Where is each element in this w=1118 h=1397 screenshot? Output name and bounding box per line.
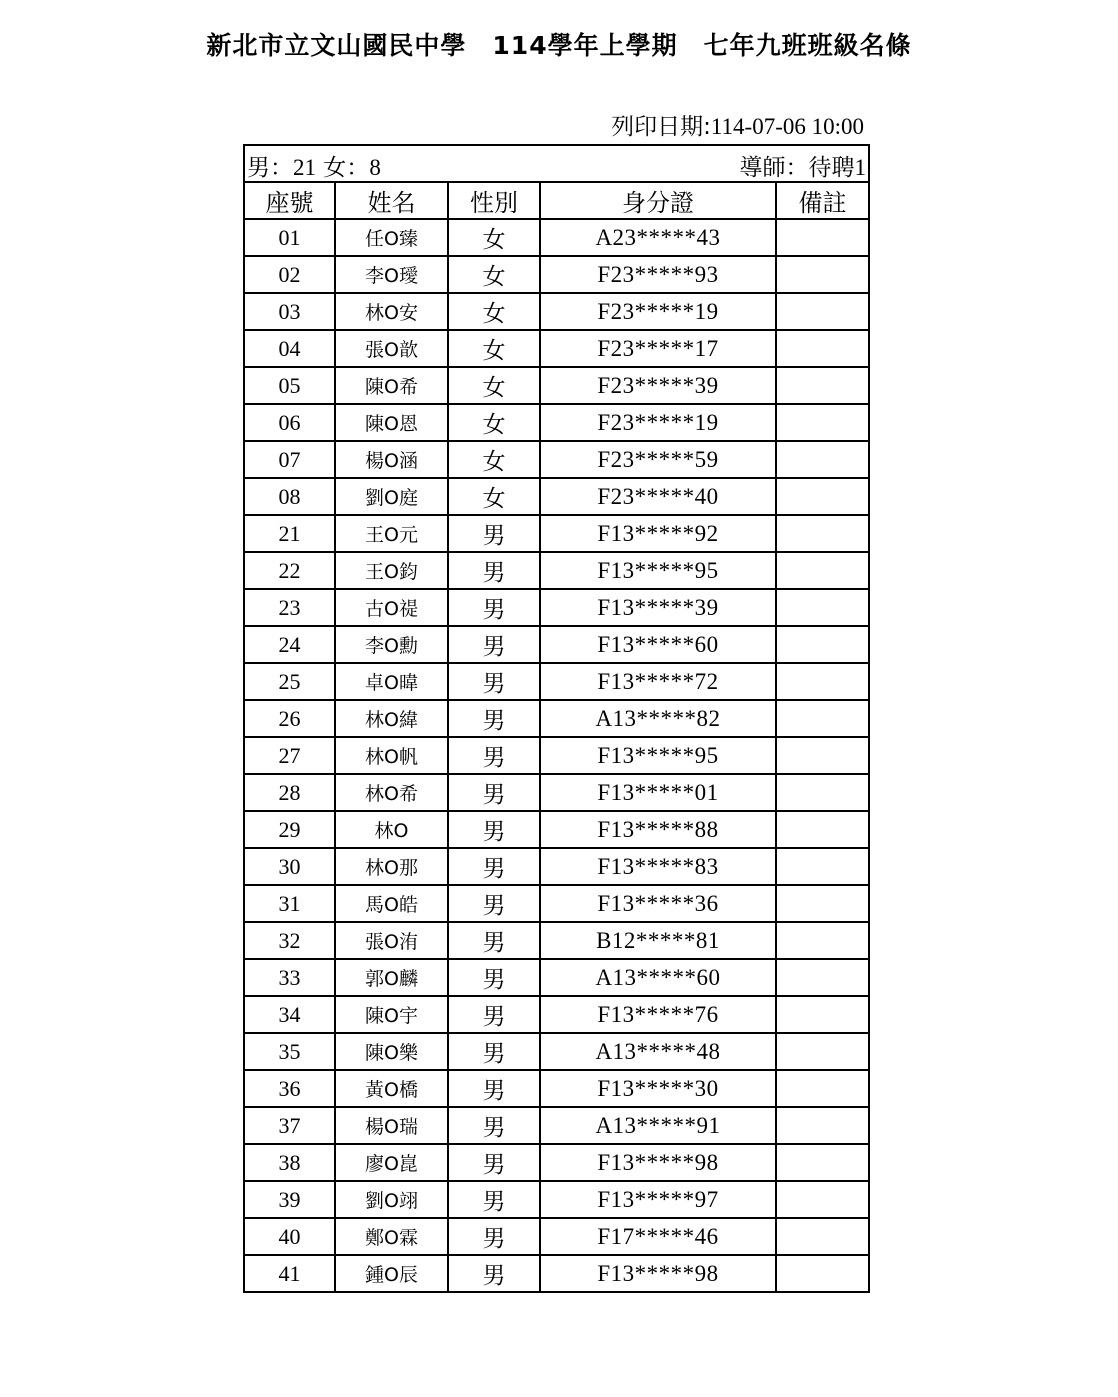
- name-cell: 鍾O辰: [335, 1255, 448, 1292]
- table-row: [244, 552, 869, 589]
- seat-cell: 41: [244, 1255, 335, 1292]
- seat-cell: 36: [244, 1070, 335, 1107]
- note-cell: [776, 256, 869, 293]
- id-cell: A13*****82: [540, 700, 776, 737]
- name-cell: 林O希: [335, 774, 448, 811]
- seat-cell: 34: [244, 996, 335, 1033]
- id-cell: F13*****30: [540, 1070, 776, 1107]
- gender-cell: 男: [448, 663, 540, 700]
- name-cell: 李O璦: [335, 256, 448, 293]
- seat-cell: 30: [244, 848, 335, 885]
- name-cell: 楊O涵: [335, 441, 448, 478]
- id-cell: F13*****83: [540, 848, 776, 885]
- table-row: [244, 922, 869, 959]
- note-cell: [776, 1218, 869, 1255]
- table-row: [244, 1144, 869, 1181]
- seat-cell: 08: [244, 478, 335, 515]
- seat-cell: 39: [244, 1181, 335, 1218]
- column-header-name: 姓名: [335, 182, 448, 219]
- seat-cell: 05: [244, 367, 335, 404]
- note-cell: [776, 626, 869, 663]
- table-row: [244, 1255, 869, 1292]
- note-cell: [776, 885, 869, 922]
- id-cell: F23*****19: [540, 293, 776, 330]
- gender-cell: 女: [448, 441, 540, 478]
- name-cell: 廖O崑: [335, 1144, 448, 1181]
- name-cell: 王O鈞: [335, 552, 448, 589]
- teacher-info: [740, 149, 867, 182]
- id-cell: F13*****92: [540, 515, 776, 552]
- column-header-note: 備註: [776, 182, 869, 219]
- name-cell: 古O禔: [335, 589, 448, 626]
- name-cell: 李O勳: [335, 626, 448, 663]
- seat-cell: 29: [244, 811, 335, 848]
- gender-cell: 女: [448, 478, 540, 515]
- seat-cell: 33: [244, 959, 335, 996]
- gender-cell: 男: [448, 774, 540, 811]
- table-row: [244, 256, 869, 293]
- note-cell: [776, 589, 869, 626]
- gender-cell: 男: [448, 885, 540, 922]
- id-cell: A13*****60: [540, 959, 776, 996]
- name-cell: 任O臻: [335, 219, 448, 256]
- id-cell: B12*****81: [540, 922, 776, 959]
- print-date-value: 114-07-06 10:00: [710, 114, 864, 139]
- gender-cell: 男: [448, 922, 540, 959]
- seat-cell: 03: [244, 293, 335, 330]
- name-cell: 林O帆: [335, 737, 448, 774]
- id-cell: A13*****48: [540, 1033, 776, 1070]
- name-cell: 張O洧: [335, 922, 448, 959]
- id-cell: F13*****97: [540, 1181, 776, 1218]
- gender-cell: 男: [448, 1144, 540, 1181]
- seat-cell: 27: [244, 737, 335, 774]
- summary-row: [244, 145, 869, 182]
- seat-cell: 21: [244, 515, 335, 552]
- name-cell: 林O: [335, 811, 448, 848]
- gender-cell: 男: [448, 515, 540, 552]
- teacher-label: 導師：待聘: [739, 155, 855, 181]
- name-cell: 陳O樂: [335, 1033, 448, 1070]
- id-cell: F13*****72: [540, 663, 776, 700]
- name-cell: 張O歆: [335, 330, 448, 367]
- note-cell: [776, 552, 869, 589]
- name-cell: 楊O瑞: [335, 1107, 448, 1144]
- table-row: [244, 1218, 869, 1255]
- id-cell: F13*****95: [540, 737, 776, 774]
- id-cell: A23*****43: [540, 219, 776, 256]
- note-cell: [776, 1144, 869, 1181]
- table-row: [244, 774, 869, 811]
- id-cell: F13*****98: [540, 1255, 776, 1292]
- name-cell: 劉O庭: [335, 478, 448, 515]
- gender-cell: 男: [448, 811, 540, 848]
- note-cell: [776, 367, 869, 404]
- name-cell: 陳O希: [335, 367, 448, 404]
- note-cell: [776, 1107, 869, 1144]
- note-cell: [776, 1181, 869, 1218]
- seat-cell: 38: [244, 1144, 335, 1181]
- name-cell: 郭O麟: [335, 959, 448, 996]
- name-cell: 林O那: [335, 848, 448, 885]
- gender-cell: 男: [448, 996, 540, 1033]
- name-cell: 王O元: [335, 515, 448, 552]
- note-cell: [776, 404, 869, 441]
- note-cell: [776, 848, 869, 885]
- seat-cell: 35: [244, 1033, 335, 1070]
- male-label: 男：: [247, 155, 293, 181]
- table-row: [244, 478, 869, 515]
- gender-cell: 男: [448, 1181, 540, 1218]
- name-cell: 陳O宇: [335, 996, 448, 1033]
- note-cell: [776, 330, 869, 367]
- seat-cell: 37: [244, 1107, 335, 1144]
- seat-cell: 22: [244, 552, 335, 589]
- table-header-row: [244, 182, 869, 219]
- gender-cell: 男: [448, 1107, 540, 1144]
- female-label: 女：: [316, 155, 370, 181]
- note-cell: [776, 663, 869, 700]
- print-date-label: 列印日期:: [611, 114, 711, 140]
- note-cell: [776, 737, 869, 774]
- gender-cell: 男: [448, 848, 540, 885]
- id-cell: F23*****39: [540, 367, 776, 404]
- table-row: [244, 219, 869, 256]
- gender-cell: 女: [448, 367, 540, 404]
- note-cell: [776, 219, 869, 256]
- table-row: [244, 1181, 869, 1218]
- seat-cell: 02: [244, 256, 335, 293]
- id-cell: F13*****95: [540, 552, 776, 589]
- table-row: [244, 293, 869, 330]
- teacher-value: 1: [854, 155, 867, 180]
- gender-cell: 女: [448, 219, 540, 256]
- id-cell: F13*****98: [540, 1144, 776, 1181]
- seat-cell: 32: [244, 922, 335, 959]
- female-count: 8: [369, 155, 381, 180]
- note-cell: [776, 293, 869, 330]
- note-cell: [776, 478, 869, 515]
- seat-cell: 24: [244, 626, 335, 663]
- table-row: [244, 404, 869, 441]
- table-row: [244, 737, 869, 774]
- gender-count: [247, 149, 381, 182]
- table-row: [244, 1070, 869, 1107]
- seat-cell: 06: [244, 404, 335, 441]
- name-cell: 陳O恩: [335, 404, 448, 441]
- note-cell: [776, 959, 869, 996]
- gender-cell: 男: [448, 700, 540, 737]
- gender-cell: 男: [448, 737, 540, 774]
- seat-cell: 31: [244, 885, 335, 922]
- seat-cell: 01: [244, 219, 335, 256]
- table-row: [244, 811, 869, 848]
- note-cell: [776, 1070, 869, 1107]
- table-row: [244, 996, 869, 1033]
- note-cell: [776, 1033, 869, 1070]
- gender-cell: 女: [448, 404, 540, 441]
- note-cell: [776, 996, 869, 1033]
- name-cell: 黃O橋: [335, 1070, 448, 1107]
- id-cell: F13*****36: [540, 885, 776, 922]
- note-cell: [776, 441, 869, 478]
- id-cell: F23*****59: [540, 441, 776, 478]
- name-cell: 馬O皓: [335, 885, 448, 922]
- name-cell: 鄭O霖: [335, 1218, 448, 1255]
- id-cell: F23*****93: [540, 256, 776, 293]
- id-cell: F17*****46: [540, 1218, 776, 1255]
- seat-cell: 04: [244, 330, 335, 367]
- table-row: [244, 700, 869, 737]
- table-row: [244, 626, 869, 663]
- id-cell: F13*****39: [540, 589, 776, 626]
- summary-cell: [244, 145, 869, 182]
- male-count: 21: [293, 155, 316, 180]
- seat-cell: 23: [244, 589, 335, 626]
- name-cell: 劉O翊: [335, 1181, 448, 1218]
- column-header-seat: 座號: [244, 182, 335, 219]
- gender-cell: 男: [448, 1218, 540, 1255]
- table-row: [244, 441, 869, 478]
- name-cell: 林O安: [335, 293, 448, 330]
- gender-cell: 男: [448, 552, 540, 589]
- table-row: [244, 885, 869, 922]
- gender-cell: 男: [448, 1070, 540, 1107]
- id-cell: F13*****60: [540, 626, 776, 663]
- table-row: [244, 515, 869, 552]
- seat-cell: 26: [244, 700, 335, 737]
- column-header-id: 身分證: [540, 182, 776, 219]
- gender-cell: 女: [448, 256, 540, 293]
- seat-cell: 40: [244, 1218, 335, 1255]
- note-cell: [776, 811, 869, 848]
- id-cell: F23*****40: [540, 478, 776, 515]
- print-date: [500, 108, 864, 141]
- gender-cell: 男: [448, 1033, 540, 1070]
- seat-cell: 07: [244, 441, 335, 478]
- seat-cell: 28: [244, 774, 335, 811]
- gender-cell: 男: [448, 959, 540, 996]
- id-cell: F13*****01: [540, 774, 776, 811]
- note-cell: [776, 1255, 869, 1292]
- name-cell: 林O緯: [335, 700, 448, 737]
- id-cell: F13*****76: [540, 996, 776, 1033]
- table-row: [244, 848, 869, 885]
- gender-cell: 男: [448, 1255, 540, 1292]
- table-row: [244, 330, 869, 367]
- name-cell: 卓O暐: [335, 663, 448, 700]
- table-row: [244, 663, 869, 700]
- note-cell: [776, 922, 869, 959]
- column-header-gender: 性別: [448, 182, 540, 219]
- id-cell: A13*****91: [540, 1107, 776, 1144]
- seat-cell: 25: [244, 663, 335, 700]
- gender-cell: 男: [448, 626, 540, 663]
- table-row: [244, 959, 869, 996]
- note-cell: [776, 774, 869, 811]
- table-row: [244, 589, 869, 626]
- gender-cell: 女: [448, 293, 540, 330]
- table-row: [244, 1107, 869, 1144]
- note-cell: [776, 515, 869, 552]
- gender-cell: 女: [448, 330, 540, 367]
- note-cell: [776, 700, 869, 737]
- page-title: 新北市立文山國民中學 114學年上學期 七年九班班級名條: [206, 31, 912, 60]
- id-cell: F23*****19: [540, 404, 776, 441]
- id-cell: F13*****88: [540, 811, 776, 848]
- table-row: [244, 367, 869, 404]
- class-roster-table: [243, 144, 870, 1293]
- table-row: [244, 1033, 869, 1070]
- id-cell: F23*****17: [540, 330, 776, 367]
- gender-cell: 男: [448, 589, 540, 626]
